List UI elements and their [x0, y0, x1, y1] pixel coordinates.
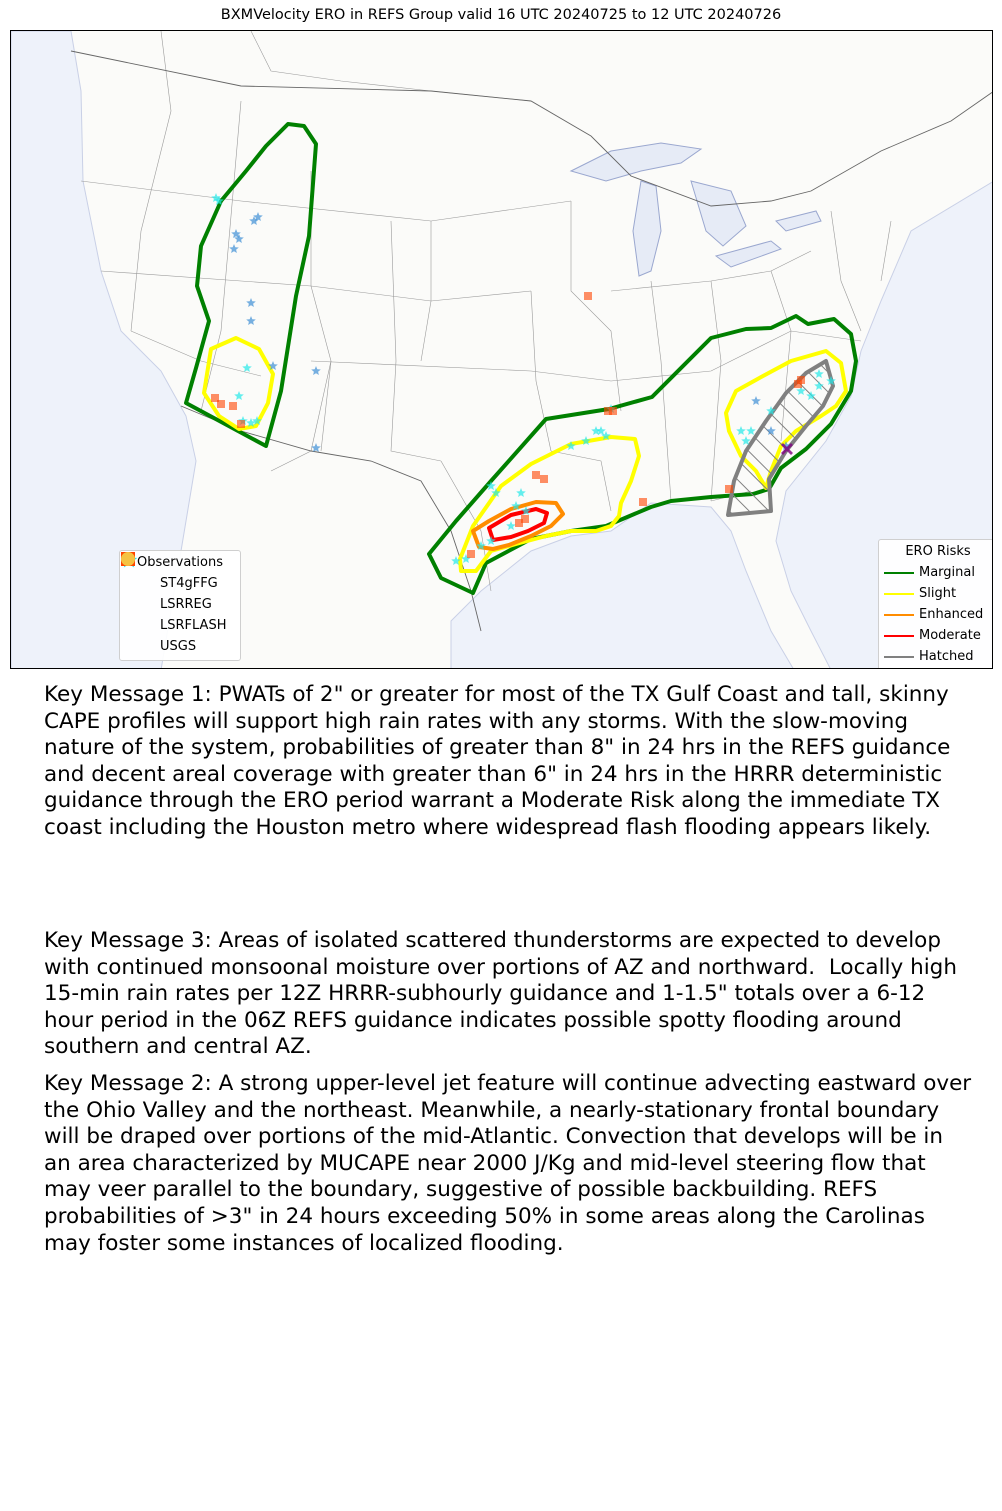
legend-item-enhanced: [879, 604, 993, 625]
st4gffg-marker: [234, 391, 244, 400]
lake-huron: [691, 181, 746, 246]
line-swatch-icon: [879, 572, 919, 574]
legend-label-marginal: Marginal: [919, 565, 975, 580]
legend-label-moderate: Moderate: [919, 628, 981, 643]
line-swatch-icon: [879, 635, 919, 637]
legend-label-hatched: Hatched: [919, 649, 974, 664]
lake-superior: [571, 143, 701, 181]
key-message-2: Key Message 2: A strong upper-level jet feature will continue advecting eastward over the Ohio Valley and the northeast. Meanwhile, a nearly-stationary frontal boundary will be draped over portions of the mid-Atlantic. Convection that develops will be in an area characterized by MUCAPE near 2000 J/Kg and mid-level steering flow that may veer parallel to the boundary, suggestive of possible backbuilding. REFS probabilities of >3" in 24 hours exceeding 50% in some areas along the Carolinas may foster some instances of localized flooding.: [44, 1071, 978, 1256]
st4gffg-marker: [486, 536, 496, 545]
st4gffg-marker: [246, 316, 256, 325]
lsrflash-marker: [797, 376, 805, 384]
st4gffg-marker: [746, 426, 756, 435]
map-panel: [10, 30, 993, 669]
lsrflash-marker: [584, 292, 592, 300]
st4gffg-marker: [506, 521, 516, 530]
legend-label-lsrreg: LSRREG: [160, 597, 212, 612]
ero-risks-legend: [878, 539, 993, 669]
slight-risk-west: [204, 338, 273, 429]
ero-legend-title: ERO Risks: [905, 544, 971, 559]
lsrflash-marker: [532, 471, 540, 479]
lake-erie: [716, 241, 781, 267]
legend-item-marginal: [879, 562, 993, 583]
lsrflash-marker: [725, 485, 733, 493]
st4gffg-marker: [736, 426, 746, 435]
st4gffg-marker: [242, 363, 252, 372]
lake-ontario: [776, 211, 821, 231]
legend-label-st4gffg: ST4gFFG: [160, 576, 218, 591]
legend-label-enhanced: Enhanced: [919, 607, 984, 622]
lsrflash-marker: [229, 402, 237, 410]
legend-item-lsrreg: [120, 594, 240, 615]
lsrflash-marker: [639, 498, 647, 506]
lsrflash-marker: [521, 515, 529, 523]
legend-label-usgs: USGS: [160, 639, 197, 654]
line-swatch-icon: [879, 656, 919, 658]
legend-item-slight: [879, 583, 993, 604]
lsrflash-marker: [237, 420, 245, 428]
lake-michigan: [633, 181, 661, 276]
st4gffg-marker: [311, 366, 321, 375]
st4gffg-marker: [229, 244, 239, 253]
lsrflash-marker: [467, 550, 475, 558]
legend-item-moderate: [879, 625, 993, 646]
legend-label-lsrflash: LSRFLASH: [160, 618, 227, 633]
gulf-of-mexico: [451, 503, 794, 669]
legend-item-lsrflash: [120, 615, 240, 636]
lsrflash-marker: [540, 475, 548, 483]
key-message-1: Key Message 1: PWATs of 2" or greater for most of the TX Gulf Coast and tall, skinny CAPE profiles will support high rain rates with any storms. With the slow-moving nature of the system, probabilities of greater than 8" in 24 hrs in the REFS guidance and decent areal coverage with greater than 6" in 24 hrs in the HRRR deterministic guidance through the ERO period warrant a Moderate Risk along the immediate TX coast including the Houston metro where widespread flash flooding appears likely.: [44, 682, 958, 840]
map-title: BXMVelocity ERO in REFS Group valid 16 UTC 20240725 to 12 UTC 20240726: [220, 7, 782, 23]
observations-legend-title: Observations: [137, 555, 223, 570]
legend-item-st4gffg: [120, 573, 240, 594]
st4gffg-marker: [246, 298, 256, 307]
great-lakes: [571, 143, 821, 276]
observations-legend: [119, 550, 241, 661]
st4gffg-marker: [751, 396, 761, 405]
canada-border: [71, 51, 993, 206]
key-message-3: Key Message 3: Areas of isolated scattered thunderstorms are expected to develop with continued monsoonal moisture over portions of AZ and northward. Locally high 15-min rain rates per 12Z HRRR-subhourly guidance and 1-1.5" totals over a 6-12 hour period in the 06Z REFS guidance indicates possible spotty flooding around southern and central AZ.: [44, 928, 964, 1060]
legend-item-usgs: [120, 636, 240, 657]
legend-label-slight: Slight: [919, 586, 957, 601]
line-swatch-icon: [879, 593, 919, 595]
legend-item-hatched: [879, 646, 993, 667]
lsrflash-marker: [609, 407, 617, 415]
lsrflash-marker: [217, 400, 225, 408]
line-swatch-icon: [879, 614, 919, 616]
st4gffg-marker: [516, 488, 526, 497]
